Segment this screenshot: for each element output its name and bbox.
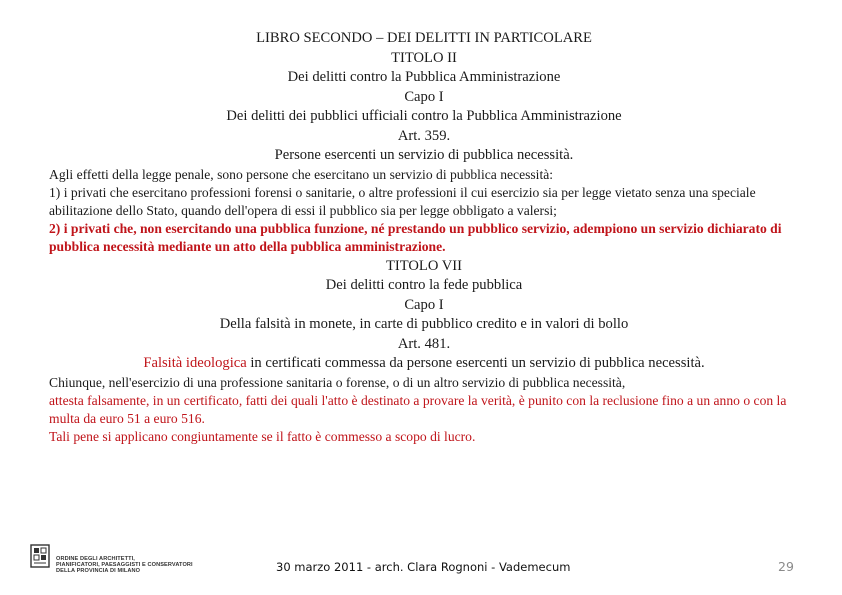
- slide-content: [49, 29, 799, 446]
- titolo-heading: TITOLO II: [391, 49, 457, 66]
- article-title-2: [49, 354, 799, 374]
- titolo-vii-heading: TITOLO VII: [385, 257, 463, 274]
- art359-item-2: 2) i privati che, non esercitando una pubblica funzione, né prestando un pubblico servizio, adempiono un servizio dichiarato di pubblica necessità mediante un atto della pubblica amministrazione.: [49, 221, 782, 255]
- art481-line-3: Tali pene si applicano congiuntamente se il fatto è commesso a scopo di lucro.: [49, 429, 476, 445]
- capo-heading: Capo I: [404, 88, 444, 105]
- capo-heading-2: Capo I: [404, 296, 444, 313]
- art481-line-2: attesta falsamente, in un certificato, fatti dei quali l'atto è destinato a provare la verità, è punito con la reclusione fino a un anno o con la multa da euro 51 a euro 516.: [49, 392, 787, 426]
- logo-line-3: DELLA PROVINCIA DI MILANO: [56, 568, 141, 575]
- capo-name: Dei delitti dei pubblici ufficiali contro la Pubblica Amministrazione: [226, 108, 622, 124]
- titolo-vii-name: Dei delitti contro la fede pubblica: [325, 277, 523, 294]
- article-number: Art. 359.: [397, 127, 451, 144]
- order-logo-icon: [30, 544, 50, 568]
- art359-intro: Agli effetti della legge penale, sono persone che esercitano un servizio di pubblica necessità:: [49, 166, 554, 182]
- capo-name-2: Della falsità in monete, in carte di pubblico credito e in valori di bollo: [219, 316, 629, 333]
- art481-line-1: Chiunque, nell'esercizio di una professione sanitaria o forense, o di un altro servizio di pubblica necessità,: [49, 374, 626, 390]
- logo-line-1: ORDINE DEGLI ARCHITETTI,: [56, 556, 135, 562]
- order-logo-text: [56, 556, 241, 575]
- article-title-2-rest: in certificati commessa da persone esercenti un servizio di pubblica necessità.: [246, 355, 705, 372]
- art359-item-1: 1) i privati che esercitano professioni forensi o sanitarie, o altre professioni il cui esercizio sia per legge vietato senza una speciale abilitazione dello Stato, quando dell'opera di essi il pubblico sia per legge obbligato a valersi;: [49, 184, 756, 218]
- order-logo: [30, 544, 240, 584]
- book-heading: LIBRO SECONDO – DEI DELITTI IN PARTICOLARE: [256, 30, 592, 46]
- page-number: 29: [778, 559, 794, 574]
- titolo-name: Dei delitti contro la Pubblica Amministrazione: [287, 69, 561, 85]
- logo-line-2: PIANIFICATORI, PAESAGGISTI E CONSERVATORI: [56, 562, 193, 569]
- footer-caption: 30 marzo 2011 - arch. Clara Rognoni - Vademecum: [276, 560, 571, 574]
- footer: [0, 540, 842, 590]
- article-number-2: Art. 481.: [397, 335, 451, 352]
- article-title: Persone esercenti un servizio di pubblica necessità.: [274, 147, 574, 163]
- article-title-2-red: Falsità ideologica: [143, 355, 247, 372]
